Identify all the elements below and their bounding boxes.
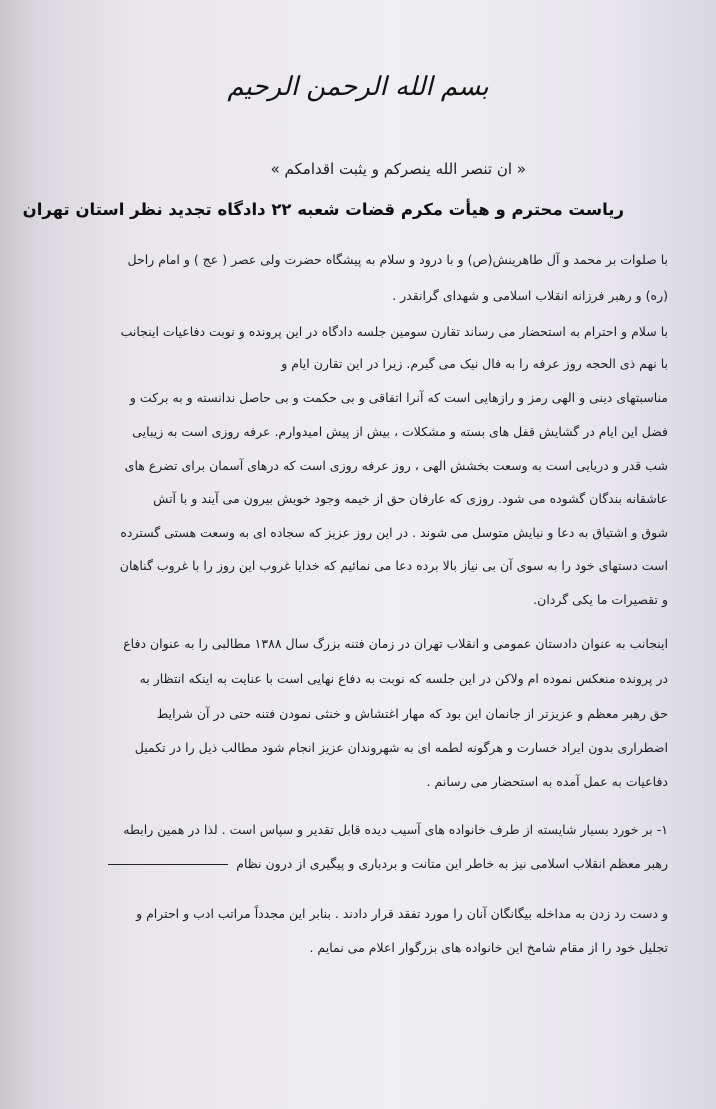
body-line: فضل این ایام در گشایش قفل های بسته و مشکلات ، بیش از پیش امیدوارم. عرفه روزی است به زیبایی xyxy=(132,424,668,439)
body-line: دفاعیات به عمل آمده به استحضار می رسانم . xyxy=(426,774,668,789)
basmala-calligraphy: بسم الله الرحمن الرحیم xyxy=(227,72,489,102)
body-line: ۱- بر خورد بسیار شایسته از طرف خانواده های آسیب دیده قابل تقدیر و سپاس است . لذا در همین رابطه xyxy=(123,822,668,837)
underline-rule xyxy=(108,864,228,865)
body-line: شوق و اشتیاق به دعا و نیایش متوسل می شوند . در این روز عزیز که سجاده ای به وسعت هستی گسترده xyxy=(120,525,668,540)
body-line: با صلوات بر محمد و آل طاهرینش(ص) و با درود و سلام به پیشگاه حضرت ولی عصر ( عج ) و امام راحل xyxy=(127,252,668,267)
body-line: (ره) و رهبر فرزانه انقلاب اسلامی و شهدای گرانقدر . xyxy=(392,288,668,303)
body-line: اینجانب به عنوان دادستان عمومی و انقلاب تهران در زمان فتنه بزرگ سال ۱۳۸۸ مطالبی را به عنوان دفاع xyxy=(123,636,668,651)
letter-heading: ریاست محترم و هیأت مکرم قضات شعبه ۲۲ دادگاه تجدید نظر استان تهران xyxy=(22,200,624,219)
body-line: اضطراری بدون ایراد خسارت و هرگونه لطمه ای به شهروندان عزیز انجام شود مطالب ذیل را در تکمیل xyxy=(134,740,668,755)
body-line-text: رهبر معظم انقلاب اسلامی نیز به خاطر این متانت و بردباری و پیگیری از درون نظام xyxy=(236,856,668,871)
body-line: در پرونده منعکس نموده ام ولاکن در این جلسه که نوبت به دفاع نهایی است با عنایت به اینکه انتظار به xyxy=(139,671,668,686)
body-line: تجلیل خود را از مقام شامخ این خانواده های بزرگوار اعلام می نمایم . xyxy=(309,940,668,955)
body-line: و دست رد زدن به مداخله بیگانگان آنان را مورد تفقد قرار دادند . بنابر این مجدداً مراتب ادب و احترام و xyxy=(136,906,668,921)
body-line: مناسبتهای دینی و الهی رمز و رازهایی است که آنرا اتفاقی و بی حکمت و بی حاصل ندانسته و به برکت و xyxy=(129,390,668,405)
body-line: و تقصیرات ما یکی گردان. xyxy=(533,592,668,607)
body-line: با نهم ذی الحجه روز عرفه را به فال نیک می گیرم. زیرا در این تقارن ایام و xyxy=(281,356,668,371)
body-line: حق رهبر معظم و عزیزتر از جانمان این بود که مهار اغتشاش و خنثی نمودن فتنه حتی در آن شرایط xyxy=(156,706,668,721)
body-line: است دستهای خود را به سوی آن بی نیاز بالا برده دعا می نمائیم که خدایا غروب این روز را با غروب گناهان xyxy=(119,558,668,573)
body-line: با سلام و احترام به استحضار می رساند تقارن سومین جلسه دادگاه در این پرونده و نوبت دفاعیات اینجانب xyxy=(120,324,668,339)
body-line-with-rule xyxy=(108,856,668,871)
body-line: عاشقانه بندگان گشوده می شود. روزی که عارفان حق از خیمه وجود خویش بیرون می آیند و با آتش xyxy=(153,491,668,506)
body-line: شب قدر و دریایی است به وسعت بخشش الهی ، روز عرفه روزی است که درهای آسمان برای تضرع های xyxy=(124,458,668,473)
quran-quote: « ان تنصر الله ینصرکم و یثبت اقدامکم » xyxy=(270,160,526,178)
